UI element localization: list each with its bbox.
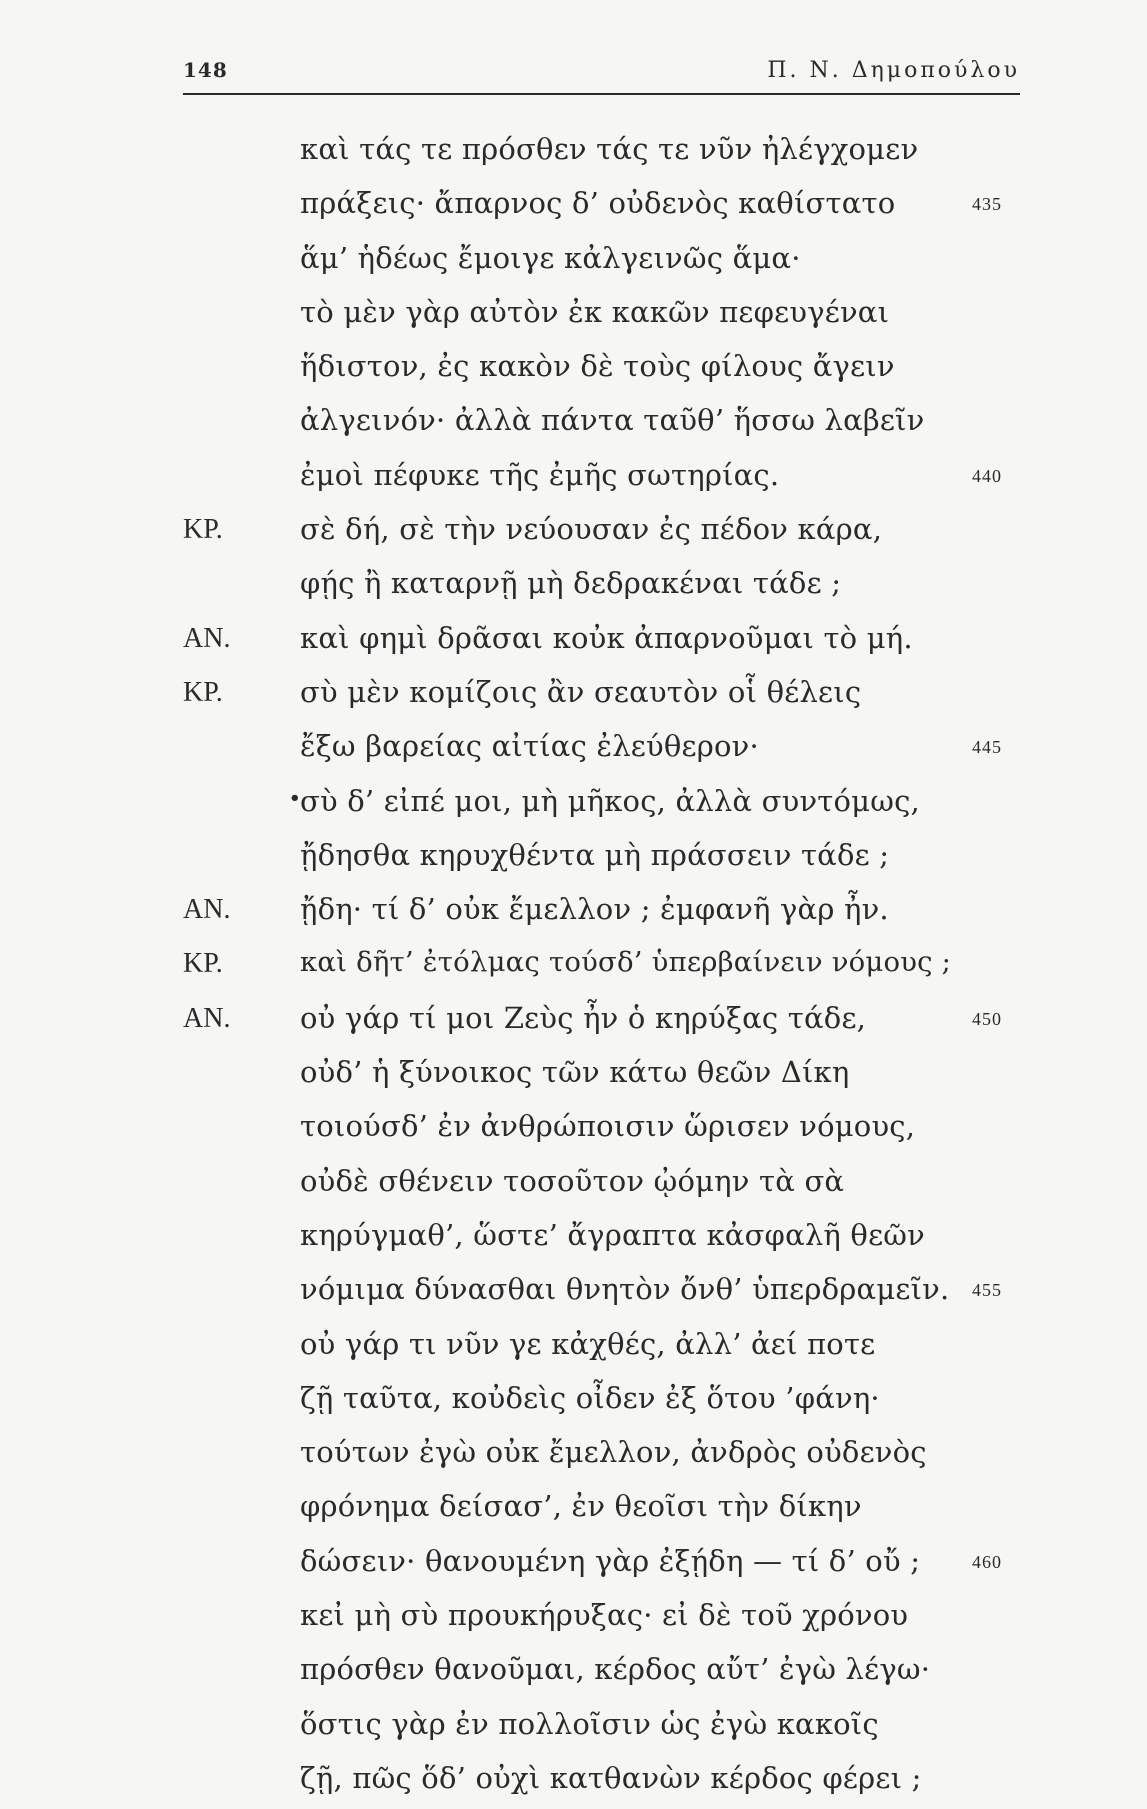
verse-text: ἐμοὶ πέφυκε τῆς ἐμῆς σωτηρίας. [300,457,780,492]
verse-line [0,1266,1147,1320]
verse-line [0,995,1147,1049]
verse-line [0,289,1147,343]
verse-line [0,180,1147,234]
verse-line [0,1321,1147,1375]
running-head: Π. Ν. Δημοπούλου [767,58,1020,83]
line-number: 455 [972,1280,1002,1301]
verse-text: ἀλγεινόν· ἀλλὰ πάντα ταῦθ’ ἥσσω λαβεῖν [300,403,925,438]
verse-line [0,1646,1147,1700]
verse-text: οὐ γάρ τι νῦν γε κἀχθές, ἀλλ’ ἀεί ποτε [300,1326,876,1361]
verse-text: οὐδ’ ἡ ξύνοικος τῶν κάτω θεῶν Δίκη [300,1055,850,1090]
verse-line [0,940,1147,994]
line-number: 445 [972,737,1002,758]
verse-text: σὺ μὲν κομίζοις ἂν σεαυτὸν οἷ θέλεις [300,674,862,709]
verse-line [0,126,1147,180]
verse-text: φῄς ἢ καταρνῇ μὴ δεδρακέναι τάδε ; [300,566,842,601]
verse-line [0,235,1147,289]
verse-line [0,1158,1147,1212]
verse-line [0,1483,1147,1537]
verse-line [0,669,1147,723]
page-header [183,58,1020,88]
verse-text: κηρύγμαθ’, ὥστε’ ἄγραπτα κἀσφαλῆ θεῶν [300,1217,925,1252]
verse-text: τούτων ἐγὼ οὐκ ἔμελλον, ἀνδρὸς οὐδενὸς [300,1435,927,1470]
verse-line [0,886,1147,940]
verse-text: δώσειν· θανουμένη γὰρ ἐξῄδη — τί δ’ οὔ ; [300,1543,921,1578]
speaker-label: ΚΡ. [183,676,223,708]
verse-text: ᾔδη· τί δ’ οὐκ ἔμελλον ; ἐμφανῆ γὰρ ἦν. [300,892,889,927]
verse-line [0,1538,1147,1592]
verse-line [0,1049,1147,1103]
speaker-label: ΚΡ. [183,514,223,546]
verse-text: κεἰ μὴ σὺ προυκήρυξας· εἰ δὲ τοῦ χρόνου [300,1598,909,1633]
verse-text: σὺ δ’ εἰπέ μοι, μὴ μῆκος, ἀλλὰ συντόμως, [300,783,920,818]
verse-text: ᾔδησθα κηρυχθέντα μὴ πράσσειν τάδε ; [300,837,890,872]
line-number: 435 [972,194,1002,215]
line-number: 460 [972,1551,1002,1572]
verse-line [0,343,1147,397]
verse-text: πρόσθεν θανοῦμαι, κέρδος αὔτ’ ἐγὼ λέγω· [300,1652,931,1687]
verse-line [0,1212,1147,1266]
margin-mark: • [289,787,301,809]
verse-text: καὶ δῆτ’ ἐτόλμας τούσδ’ ὑπερβαίνειν νόμους ; [300,946,952,979]
verse-line [0,723,1147,777]
verse-line [0,832,1147,886]
verse-line [0,1103,1147,1157]
verse-text: οὐδὲ σθένειν τοσοῦτον ᾠόμην τὰ σὰ [300,1163,845,1198]
page-number: 148 [183,58,228,82]
verse-line [0,615,1147,669]
verse-line [0,397,1147,451]
speaker-label: ΑΝ. [183,1002,231,1034]
verse-text: οὐ γάρ τί μοι Ζεὺς ἦν ὁ κηρύξας τάδε, [300,1000,867,1035]
verse-text: ὅστις γὰρ ἐν πολλοῖσιν ὡς ἐγὼ κακοῖς [300,1706,879,1741]
verse-text: σὲ δή, σὲ τὴν νεύουσαν ἐς πέδον κάρα, [300,512,883,547]
line-number: 450 [972,1008,1002,1029]
verse-text: ζῇ, πῶς ὅδ’ οὐχὶ κατθανὼν κέρδος φέρει ; [300,1760,922,1795]
verse-line [0,452,1147,506]
speaker-label: ΑΝ. [183,622,231,654]
verse-line [0,506,1147,560]
verse-line [0,1429,1147,1483]
verse-text: φρόνημα δείσασ’, ἐν θεοῖσι τὴν δίκην [300,1489,862,1524]
verse-text: πράξεις· ἄπαρνος δ’ οὐδενὸς καθίστατο [300,186,896,221]
verse-text: νόμιμα δύνασθαι θνητὸν ὄνθ’ ὑπερδραμεῖν. [300,1272,950,1307]
verse-line [0,1755,1147,1809]
speaker-label: ΑΝ. [183,894,231,926]
verse-line [0,1375,1147,1429]
verse-text: ζῇ ταῦτα, κοὐδεὶς οἶδεν ἐξ ὅτου ’φάνη· [300,1380,880,1415]
verse-line [0,1592,1147,1646]
speaker-label: ΚΡ. [183,948,223,980]
verse-line [0,1701,1147,1755]
verse-text: ἔξω βαρείας αἰτίας ἐλεύθερον· [300,729,759,764]
verse-text: τοιούσδ’ ἐν ἀνθρώποισιν ὥρισεν νόμους, [300,1109,916,1144]
header-rule [183,93,1020,95]
verse-block [0,126,1147,1809]
verse-text: τὸ μὲν γὰρ αὐτὸν ἐκ κακῶν πεφευγέναι [300,294,890,329]
verse-text: ἥδιστον, ἐς κακὸν δὲ τοὺς φίλους ἄγειν [300,349,895,384]
verse-line [0,560,1147,614]
verse-line [0,778,1147,832]
verse-text: καὶ τάς τε πρόσθεν τάς τε νῦν ἠλέγχομεν [300,132,919,166]
line-number: 440 [972,465,1002,486]
verse-text: ἅμ’ ἡδέως ἔμοιγε κἀλγεινῶς ἅμα· [300,240,801,275]
verse-text: καὶ φημὶ δρᾶσαι κοὐκ ἀπαρνοῦμαι τὸ μή. [300,620,913,655]
